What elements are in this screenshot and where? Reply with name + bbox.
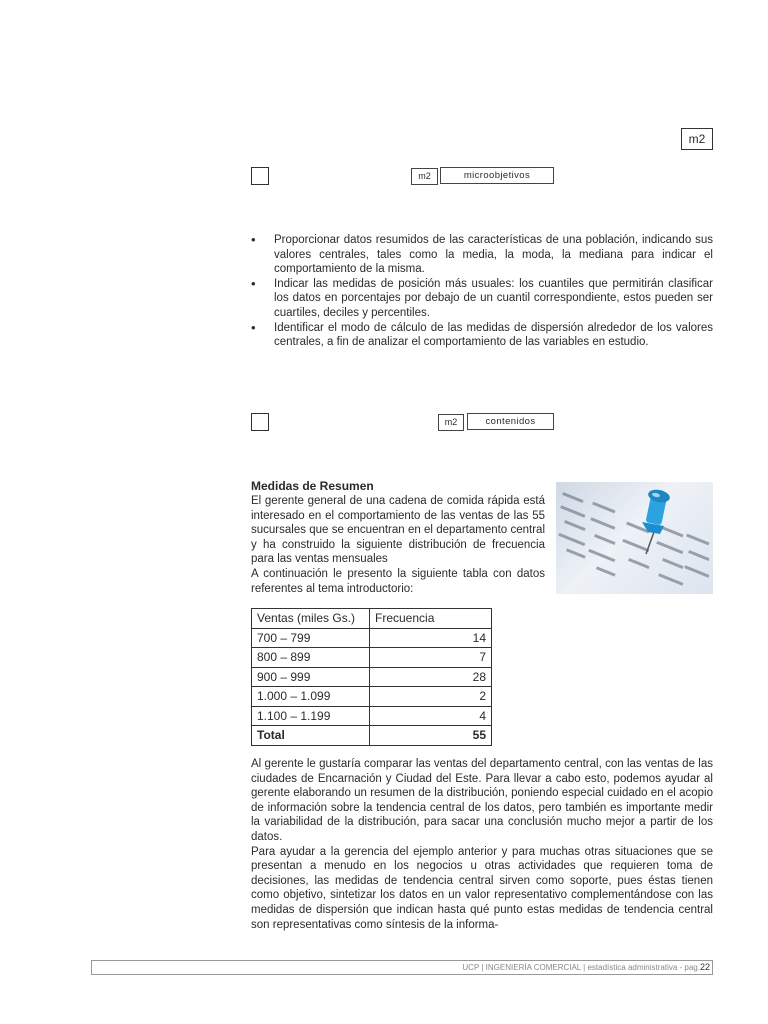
section-label-microobjetivos: microobjetivos <box>440 167 554 184</box>
intro-paragraph: A continuación le presento la siguiente tabla con datos referentes al tema introductorio: <box>251 567 545 595</box>
sales-range-cell: 700 – 799 <box>252 628 370 648</box>
objective-item: • Proporcionar datos resumidos de las características de una población, indicando sus valores centrales, tales como la media, la moda, la mediana para indicar el comportamiento de la misma. <box>251 233 713 277</box>
objective-item: • Indicar las medidas de posición más usuales: los cuantiles que permitirán clasificar los datos en porcentajes por debajo de un cuantil correspondiente, estos pueden ser cuartiles, deciles y percentiles. <box>251 277 713 321</box>
table-header-row <box>252 609 492 629</box>
section-tag-m2: m2 <box>411 168 438 185</box>
table-row <box>252 667 492 687</box>
section-title: Medidas de Resumen <box>251 479 374 493</box>
frequency-cell: 28 <box>370 667 492 687</box>
body-paragraph: Al gerente le gustaría comparar las ventas del departamento central, con las ventas de las ciudades de Encarnación y Ciudad del Este. Para llevar a cabo esto, podemos ayudar al gerente elaborando un resumen de la distribución, poniendo especial cuidado en el acopio de información sobre la tendencia central de los datos, pero también es importante medir la variabilidad de la distribución, para sacar una conclusión mucho mejor a partir de los datos. <box>251 758 713 843</box>
checkbox-square-icon <box>251 413 269 431</box>
intro-paragraph: El gerente general de una cadena de comida rápida está interesado en el comportamiento de las ventas de las 55 sucursales que se encuentran en el departamento central y ha construido la siguiente distribución de frecuencia para las ventas mensuales <box>251 495 545 566</box>
table-row <box>252 687 492 707</box>
section-tag-m2: m2 <box>438 414 464 431</box>
page-number: 22 <box>699 962 710 972</box>
frequency-cell: 4 <box>370 706 492 726</box>
sales-range-cell: 1.000 – 1.099 <box>252 687 370 707</box>
intro-text <box>251 494 545 596</box>
pushpin-data-image <box>556 482 713 594</box>
frequency-cell: 14 <box>370 628 492 648</box>
frequency-cell: 2 <box>370 687 492 707</box>
column-header: Ventas (miles Gs.) <box>252 609 370 629</box>
objective-item: • Identificar el modo de cálculo de las medidas de dispersión alrededor de los valores centrales, a fin de analizar el comportamiento de las variables en estudio. <box>251 321 713 350</box>
sales-range-cell: 900 – 999 <box>252 667 370 687</box>
frequency-cell: 7 <box>370 648 492 668</box>
sales-range-cell: 800 – 899 <box>252 648 370 668</box>
section-label-contenidos: contenidos <box>467 413 554 430</box>
page-footer <box>462 961 710 974</box>
total-value-cell: 55 <box>370 726 492 746</box>
checkbox-square-icon <box>251 167 269 185</box>
pushpin-icon <box>556 482 713 594</box>
table-row <box>252 628 492 648</box>
body-text <box>251 757 713 932</box>
module-badge: m2 <box>681 128 713 150</box>
table-row <box>252 648 492 668</box>
frequency-table <box>251 608 492 746</box>
objectives-list <box>251 233 713 350</box>
table-total-row <box>252 726 492 746</box>
table-row <box>252 706 492 726</box>
total-label-cell: Total <box>252 726 370 746</box>
body-paragraph: Para ayudar a la gerencia del ejemplo anterior y para muchas otras situaciones que se presentan a menudo en los negocios u otras actividades que requieren toma de decisiones, las medidas de tendencia central sirven como soporte, pues éstas tienen como objetivo, sintetizar los datos en un valor representativo complementándose con las medidas de dispersión que indican hasta qué punto estas medidas de tendencia central son representativas como síntesis de la informa- <box>251 845 713 931</box>
sales-range-cell: 1.100 – 1.199 <box>252 706 370 726</box>
footer-label: UCP | INGENIERÍA COMERCIAL | estadística administrativa - pag. <box>462 963 700 972</box>
column-header: Frecuencia <box>370 609 492 629</box>
